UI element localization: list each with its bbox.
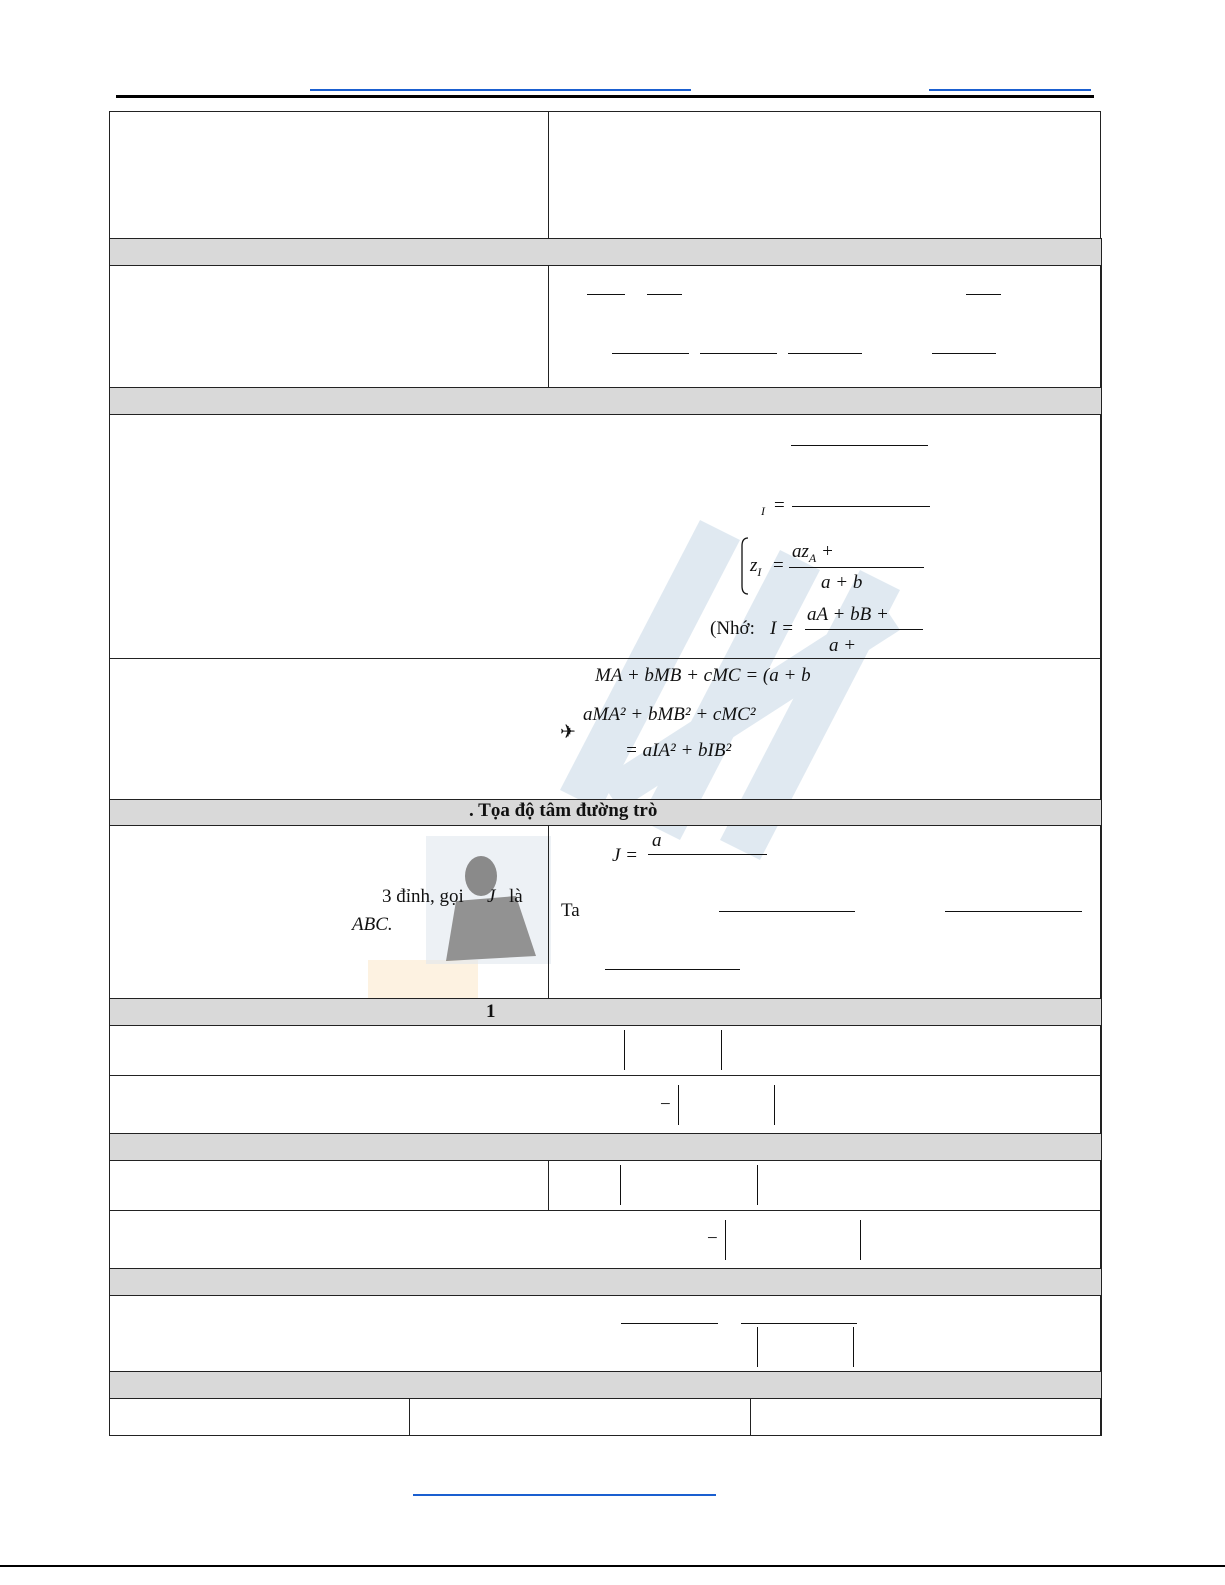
- arrow-icon: ✈: [560, 722, 576, 743]
- col-divider: [548, 1160, 549, 1210]
- abs-bar: [678, 1085, 679, 1125]
- fraction-bar: [932, 353, 996, 354]
- zi-lhs: $z_I$: [750, 555, 762, 579]
- fraction-bar: [648, 854, 767, 855]
- fraction-bar: [741, 1323, 857, 1324]
- table-row: [109, 1160, 1102, 1210]
- note-prefix: (Nhớ:: [710, 618, 755, 639]
- table-row: [109, 825, 1102, 999]
- fraction-bar: [700, 353, 777, 354]
- section-label-1: 1: [486, 1001, 496, 1022]
- abs-bar: [620, 1165, 621, 1205]
- col-divider: [548, 825, 549, 999]
- section-band-7: [109, 1371, 1102, 1398]
- minus-sign: −: [707, 1228, 718, 1249]
- table-row: [109, 1398, 1102, 1436]
- equals-sign: =: [774, 495, 785, 516]
- abs-bar: [757, 1327, 758, 1367]
- section-band-1: [109, 238, 1102, 265]
- section-band-5: [109, 1133, 1102, 1160]
- i-subscript: I: [761, 504, 765, 518]
- col-divider: [409, 1398, 410, 1436]
- abs-bar: [624, 1030, 625, 1070]
- abs-bar: [757, 1165, 758, 1205]
- ta-text: Ta: [561, 900, 580, 921]
- fraction-bar: [966, 294, 1001, 295]
- section-band-6: [109, 1268, 1102, 1295]
- abs-bar: [860, 1220, 861, 1260]
- col-divider: [750, 1398, 751, 1436]
- section-band-2: [109, 387, 1102, 414]
- zi-numerator: $az_A$ +: [792, 541, 834, 565]
- zi-denominator: a + b: [821, 572, 863, 593]
- footer-link-underline[interactable]: [413, 1494, 716, 1496]
- fraction-bar: [945, 911, 1082, 912]
- equals-sign: =: [773, 555, 784, 576]
- table-row: [109, 1075, 1102, 1133]
- vertices-text: 3 đỉnh, gọi: [382, 886, 464, 907]
- fraction-bar: [719, 911, 855, 912]
- fraction-bar: [791, 445, 928, 446]
- fraction-bar: [805, 629, 923, 630]
- abs-bar: [721, 1030, 722, 1070]
- abc-text: ABC.: [352, 914, 393, 935]
- table-row: [109, 414, 1102, 659]
- la-text: là: [509, 886, 523, 907]
- fraction-bar: [621, 1323, 718, 1324]
- note-denominator: a +: [829, 635, 857, 656]
- j-variable: J: [487, 886, 496, 907]
- fraction-bar: [587, 294, 625, 295]
- fraction-bar: [605, 969, 740, 970]
- abs-bar: [774, 1085, 775, 1125]
- table-row: [109, 265, 1102, 387]
- table-row: [109, 1025, 1102, 1075]
- fraction-bar: [612, 353, 689, 354]
- quadratic-line-1: aMA² + bMB² + cMC²: [583, 704, 756, 725]
- minus-sign: −: [660, 1094, 671, 1115]
- fraction-bar: [647, 294, 682, 295]
- fraction-bar: [789, 567, 924, 568]
- vector-identity: MA + bMB + cMC = (a + b: [595, 665, 811, 686]
- quadratic-line-2: = aIA² + bIB²: [625, 740, 732, 761]
- section-title-incenter: . Tọa độ tâm đường trò: [469, 800, 658, 821]
- note-lhs: I =: [770, 618, 794, 639]
- section-band-4: [109, 998, 1102, 1025]
- col-divider: [548, 265, 549, 387]
- footer-rule: [0, 1565, 1225, 1567]
- abs-bar: [853, 1327, 854, 1367]
- col-divider: [548, 111, 549, 239]
- j-numerator: a: [652, 830, 662, 851]
- note-numerator: aA + bB +: [807, 604, 889, 625]
- table-row: [109, 1295, 1102, 1372]
- j-lhs: J =: [612, 845, 639, 866]
- fraction-bar: [788, 353, 862, 354]
- fraction-bar: [792, 506, 930, 507]
- abs-bar: [725, 1220, 726, 1260]
- table-row: [109, 1210, 1102, 1268]
